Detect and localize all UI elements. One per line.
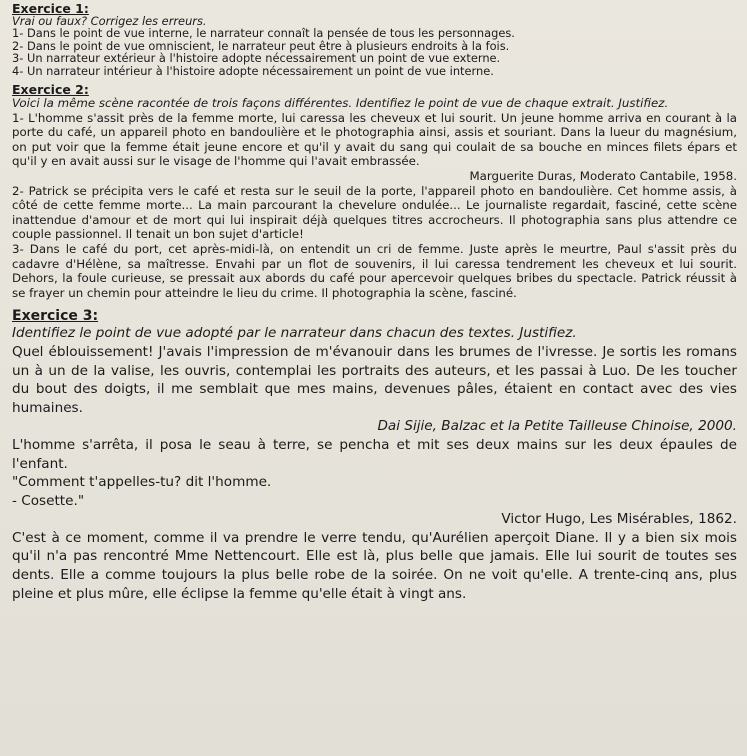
exercise-3-text-1: Quel éblouissement! J'avais l'impression de m'évanouir dans les brumes de l'ivresse. Je sortis les romans un à un de la valise, les ouvris, contemplai les portraits des auteurs, et les passai à Luo. De les toucher du bout des doigts, il me semblait que mes mains, devenues pâles, étaient en contact avec des vies humaines. <box>12 343 737 416</box>
exercise-1-instruction: Vrai ou faux? Corrigez les erreurs. <box>12 14 207 28</box>
exercise-2-instruction: Voici la même scène racontée de trois façons différentes. Identifiez le point de vue de chaque extrait. Justifiez. <box>12 96 669 111</box>
exercise-3-text-2-line-2: "Comment t'appelles-tu? dit l'homme. <box>12 474 272 491</box>
exercise-3-text-2-line-1: L'homme s'arrêta, il posa le seau à terre, se pencha et mit ses deux mains sur les deux épaules de l'enfant. <box>12 436 737 472</box>
exercise-3-source-2: Victor Hugo, Les Misérables, 1862. <box>501 511 737 528</box>
exercise-2-source-1: Marguerite Duras, Moderato Cantabile, 1958. <box>469 169 737 183</box>
exercise-1-title: Exercice 1: <box>12 1 89 16</box>
exercise-2 <box>12 83 737 300</box>
exercise-2-text-3: 3- Dans le café du port, cet après-midi-là, on entendit un cri de femme. Juste après le meurtre, Paul s'assit près du cadavre d'Hélène, sa maîtresse. Envahi par un flot de souvenirs, il lui caressa tendrement les cheveux et lui sourit. Dehors, la foule curieuse, se pressait aux abords du café pour apercevoir quelques bribes du spectacle. Patrick réussit à se frayer un chemin pour atteindre le lieu du crime. Il photographia la scène, fasciné. <box>12 241 737 300</box>
exercise-2-text-2: 2- Patrick se précipita vers le café et resta sur le seuil de la porte, l'appareil photo en bandoulière. Cet homme assis, à côté de cette femme morte... La main parcourant la chevelure ondulée... Le journaliste regardait, fasciné, cette scène inattendue d'amour et de mort qui lui inspirait déjà quelques titres accrocheurs. Il photographia sans plus attendre ce couple passionnel. Il tenait un bon sujet d'article! <box>12 183 737 242</box>
exercise-1-item-1: 1- Dans le point de vue interne, le narrateur connaît la pensée de tous les personnages. <box>12 26 515 41</box>
exercise-3-title: Exercice 3: <box>12 308 99 325</box>
exercise-3-source-1: Dai Sijie, Balzac et la Petite Tailleuse Chinoise, 2000. <box>377 418 737 435</box>
exercise-3-instruction: Identifiez le point de vue adopté par le narrateur dans chacun des textes. Justifiez. <box>12 325 577 342</box>
exercise-1-item-2: 2- Dans le point de vue omniscient, le narrateur peut être à plusieurs endroits à la fois. <box>12 38 510 53</box>
exercise-1-item-4: 4- Un narrateur intérieur à l'histoire adopte nécessairement un point de vue interne. <box>12 63 494 78</box>
exercise-2-text-1: 1- L'homme s'assit près de la femme morte, lui caressa les cheveux et lui sourit. Un jeune homme arriva en courant à la porte du café, un appareil photo en bandoulière et le photographia ainsi, assis et souriant. Dans la lueur du magnésium, on put voir que la femme était jeune encore et qu'il y avait du sang qui coulait de sa bouche en minces filets épars et qu'il y en avait aussi sur le visage de l'homme qui l'avait embrassée. <box>12 110 737 169</box>
exercise-2-title: Exercice 2: <box>12 82 89 98</box>
exercise-1-item-3: 3- Un narrateur extérieur à l'histoire adopte nécessairement un point de vue externe. <box>12 51 501 66</box>
exercise-3-text-2-line-3: - Cosette." <box>12 492 85 509</box>
exercise-3 <box>12 308 737 603</box>
exercise-3-text-3: C'est à ce moment, comme il va prendre le verre tendu, qu'Aurélien aperçoit Diane. Il y a bien six mois qu'il n'a pas rencontré Mme Nettencourt. Elle est là, plus belle que jamais. Elle lui sourit de toutes ses dents. Elle a comme toujours la plus belle robe de la soirée. On ne voit qu'elle. A trente-cinq ans, plus pleine et plus mûre, elle éclipse la femme qu'elle était à vingt ans. <box>12 529 737 602</box>
exercise-1 <box>12 2 737 77</box>
